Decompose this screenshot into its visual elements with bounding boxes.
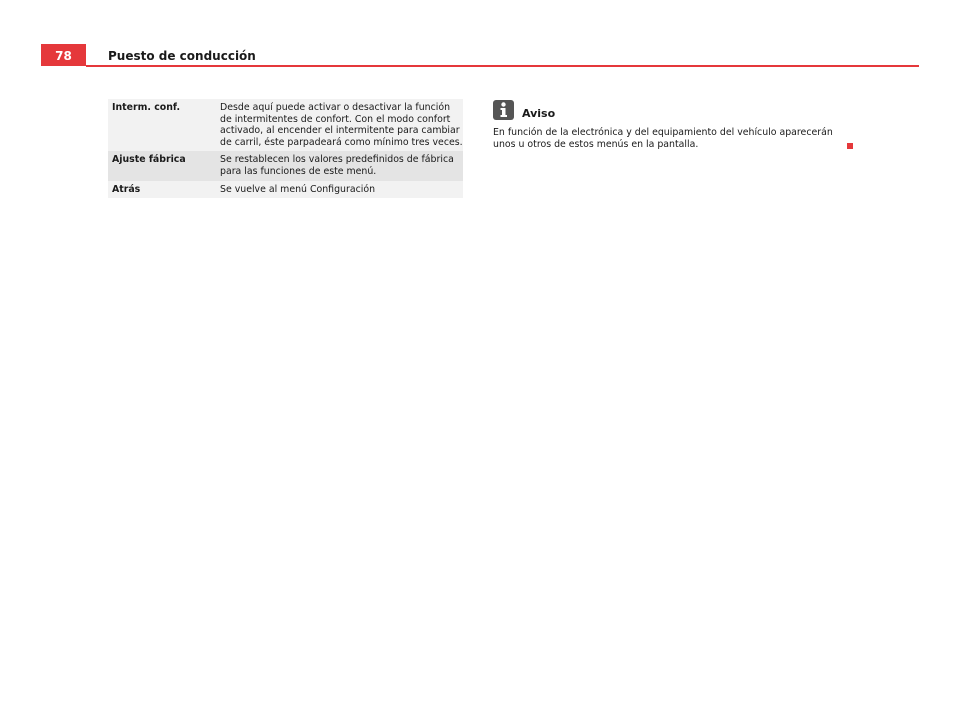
page-header [41, 44, 919, 68]
info-icon [493, 100, 514, 120]
table-row [108, 151, 463, 180]
section-end-mark [847, 143, 853, 149]
table-description: Se restablecen los valores predefinidos de fábrica para las funciones de este menú. [220, 154, 454, 177]
page-title: Puesto de conducción [108, 49, 256, 63]
table-term: Atrás [112, 183, 141, 195]
settings-table [108, 99, 463, 198]
table-row [108, 181, 463, 199]
table-description: Desde aquí puede activar o desactivar la función de intermitentes de confort. Con el modo confort activado, al encender el intermitente para cambiar de carril, éste parpadeará como mínimo tres veces. [220, 102, 463, 148]
note-title: Aviso [522, 107, 556, 120]
table-term: Interm. conf. [112, 102, 181, 113]
header-rule [86, 65, 919, 67]
table-term: Ajuste fábrica [112, 154, 186, 166]
table-row [108, 99, 463, 151]
page-number: 78 [41, 44, 86, 66]
note-text: En función de la electrónica y del equipamiento del vehículo aparecerán unos u otros de estos menús en la pantalla. [493, 127, 833, 150]
table-description: Se vuelve al menú Configuración [220, 183, 376, 195]
